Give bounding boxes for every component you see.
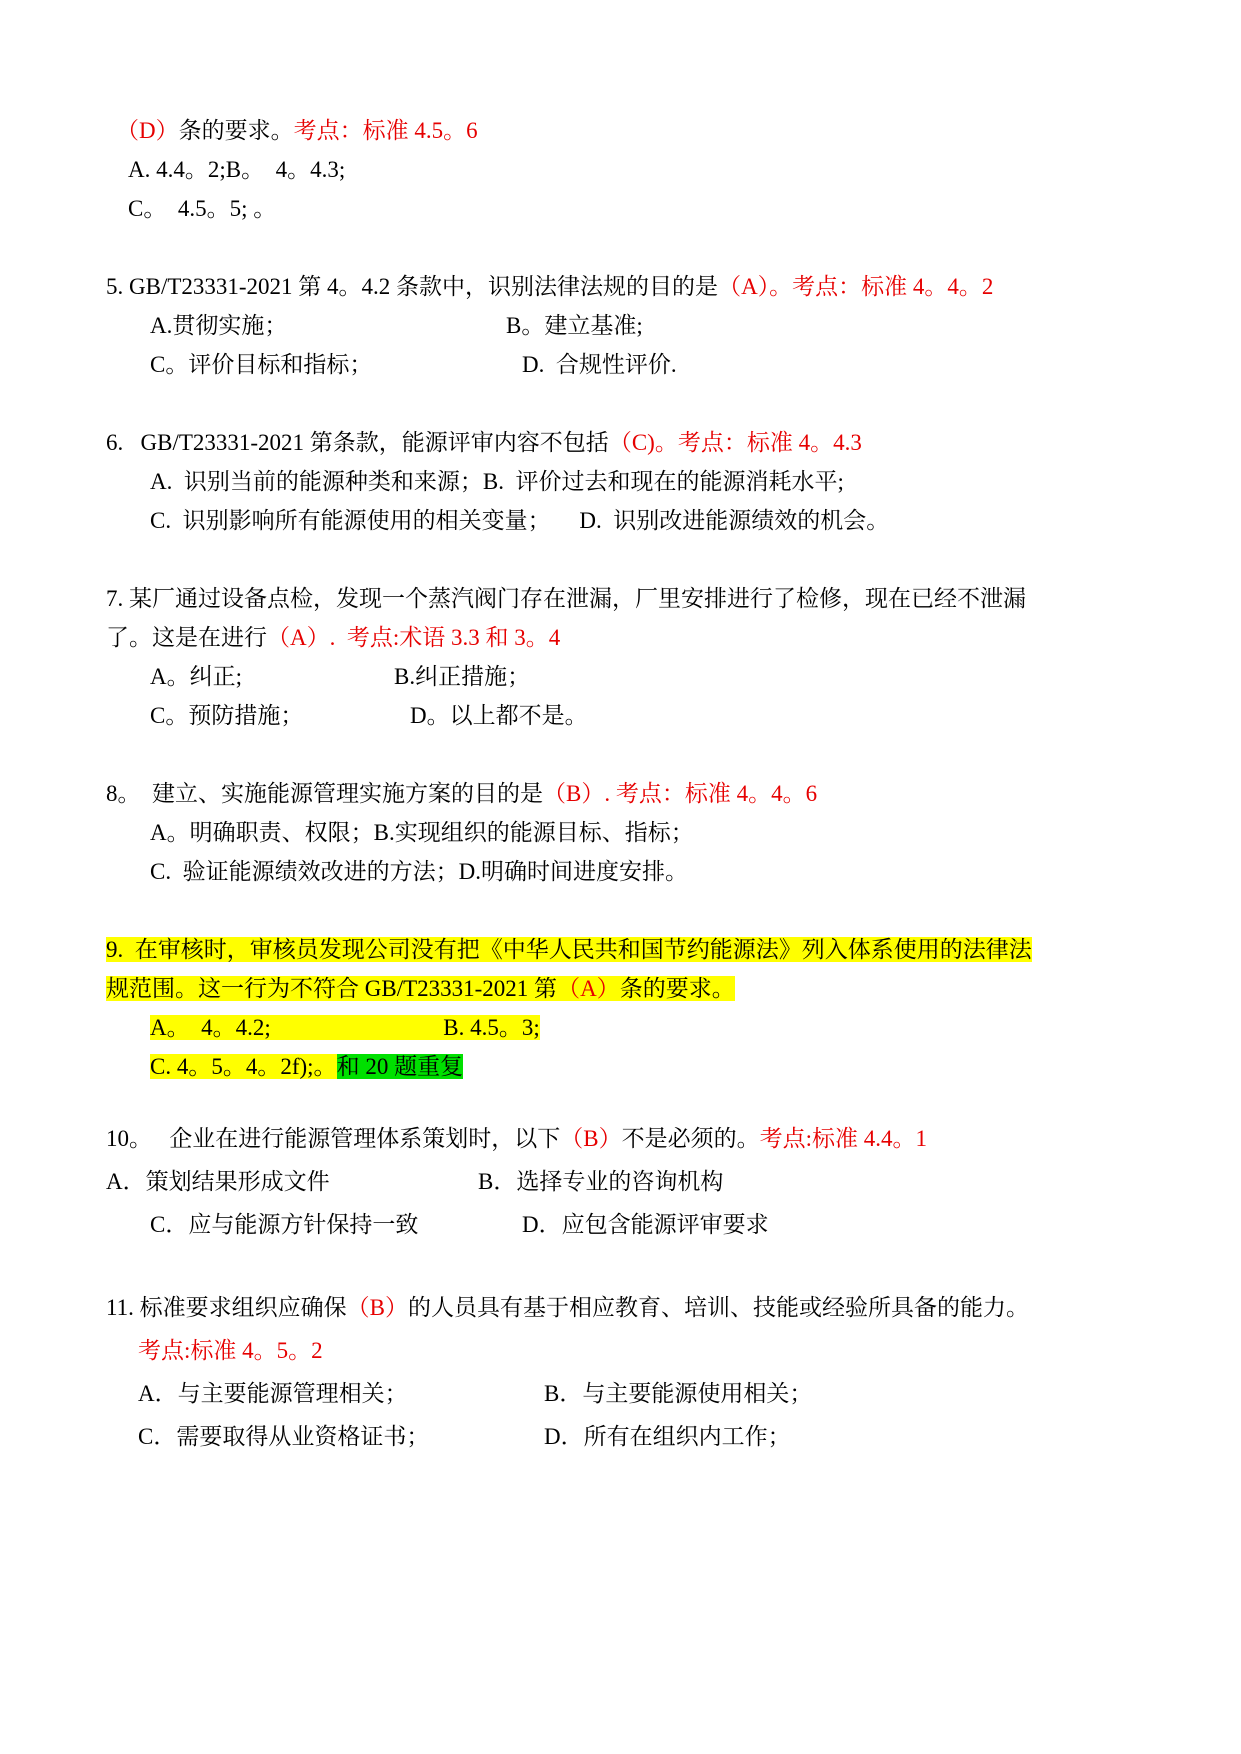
question-5: [106, 268, 993, 306]
option-d: D．应包含能源评审要求: [522, 1212, 769, 1237]
question-text: 条的要求。: [178, 118, 294, 143]
question-text: 的人员具有基于相应教育、培训、技能或经验所具备的能力。: [408, 1295, 1029, 1320]
option-d: D。以上都不是。: [410, 703, 588, 728]
question-text: 条的要求。: [619, 976, 735, 1001]
answer-label: （A）: [557, 976, 620, 1001]
question-text: 规范围。这一行为不符合 GB/T23331-2021 第: [106, 976, 558, 1001]
question-text: 6. GB/T23331-2021 第条款，能源评审内容不包括: [106, 430, 609, 455]
answer-label: （A）. 考点:术语 3.3 和 3。4: [267, 625, 561, 650]
answer-label: （B）. 考点：标准 4。4。6: [543, 781, 818, 806]
option-c: C．需要取得从业资格证书；: [138, 1424, 430, 1449]
question-7-cont: [106, 619, 560, 657]
exam-point: 考点:标准 4.4。1: [759, 1126, 927, 1151]
option-line: A。明确职责、权限；B.实现组织的能源目标、指标；: [150, 820, 694, 845]
top-line-1: [116, 112, 478, 150]
option-ab: A。 4。4.2; B. 4.5。3;: [150, 1015, 540, 1040]
exam-point: 考点：标准 4.5。6: [293, 118, 478, 143]
option-line: A. 4.4。2;B。 4。4.3;: [128, 157, 346, 182]
duplicate-note: 和 20 题重复: [336, 1054, 464, 1079]
question-7: 7. 某厂通过设备点检，发现一个蒸汽阀门存在泄漏，厂里安排进行了检修，现在已经不泄漏: [106, 586, 1026, 611]
question-text: 8。 建立、实施能源管理实施方案的目的是: [106, 781, 543, 806]
question-6: [106, 424, 862, 462]
option-b: B.纠正措施；: [394, 664, 531, 689]
question-text: 了。这是在进行: [106, 625, 267, 650]
question-text: 9. 在审核时，审核员发现公司没有把《中华人民共和国节约能源法》列入体系使用的法律法: [106, 937, 1032, 962]
question-8: [106, 775, 817, 813]
question-text: 不是必须的。: [621, 1126, 760, 1151]
option-line: A. 识别当前的能源种类和来源；B. 评价过去和现在的能源消耗水平;: [150, 469, 844, 494]
question-9: [106, 931, 1032, 969]
answer-label: （A）。考点：标准 4。4。2: [718, 274, 994, 299]
option-line: C. 验证能源绩效改进的方法；D.明确时间进度安排。: [150, 859, 688, 884]
question-text: 11. 标准要求组织应确保: [106, 1295, 347, 1320]
answer-label: （B）: [346, 1295, 408, 1320]
option-line: [150, 1048, 463, 1086]
option-line: [150, 1009, 540, 1047]
question-10: [106, 1120, 927, 1158]
option-b: B．选择专业的咨询机构: [478, 1169, 724, 1194]
option-a: A.贯彻实施；: [150, 313, 288, 338]
option-line: C. 识别影响所有能源使用的相关变量； D. 识别改进能源绩效的机会。: [150, 508, 890, 533]
answer-label: （B）: [560, 1126, 622, 1151]
option-c: C。评价目标和指标；: [150, 352, 373, 377]
option-b: B。建立基准;: [506, 313, 643, 338]
option-c: C. 4。5。4。2f);。: [150, 1054, 337, 1079]
answer-label: （C)。考点：标准 4。4.3: [608, 430, 862, 455]
answer-label: （D）: [116, 118, 179, 143]
question-text: 10。 企业在进行能源管理体系策划时，以下: [106, 1126, 561, 1151]
option-d: D. 合规性评价.: [522, 352, 677, 377]
question-11: [106, 1289, 1029, 1327]
question-9-cont: [106, 970, 735, 1008]
option-d: D．所有在组织内工作；: [544, 1424, 791, 1449]
option-b: B．与主要能源使用相关；: [544, 1381, 813, 1406]
option-c: C．应与能源方针保持一致: [150, 1212, 419, 1237]
exam-point: 考点:标准 4。5。2: [138, 1338, 323, 1363]
option-a: A。纠正;: [150, 664, 242, 689]
option-a: A．与主要能源管理相关；: [138, 1381, 408, 1406]
question-text: 5. GB/T23331-2021 第 4。4.2 条款中，识别法律法规的目的是: [106, 274, 719, 299]
option-c: C。预防措施；: [150, 703, 304, 728]
option-line: C。 4.5。5; 。: [128, 196, 277, 221]
option-a: A．策划结果形成文件: [106, 1169, 330, 1194]
